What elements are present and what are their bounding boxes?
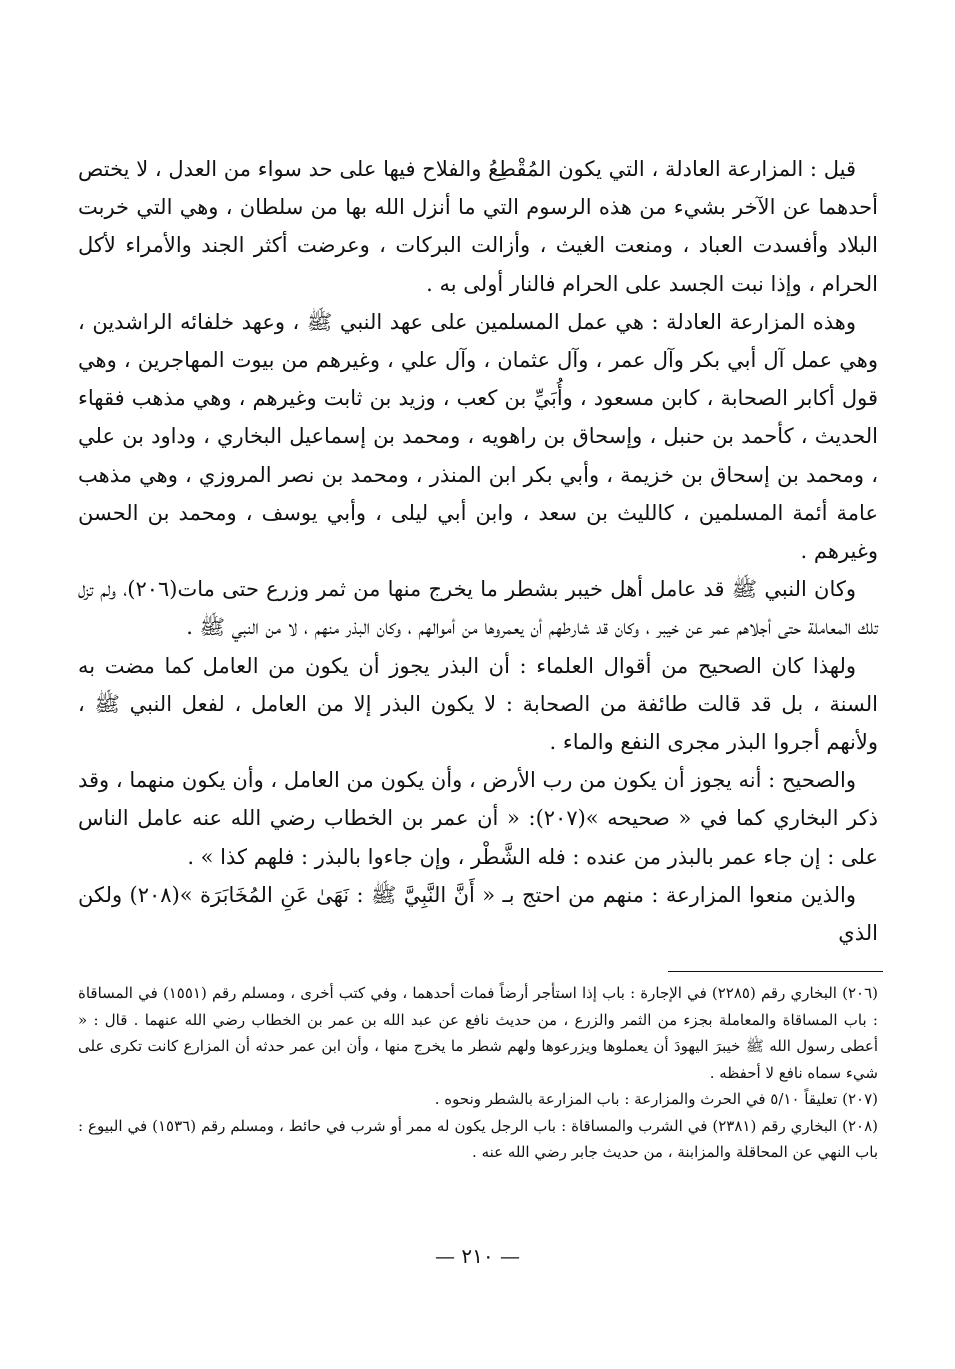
main-text <box>78 150 878 952</box>
footnote: (٢٠٧) تعليقاً ٥/١٠ في الحرث والمزارعة : باب المزارعة بالشطر ونحوه . <box>434 1090 878 1108</box>
paragraph: والذين منعوا المزارعة : منهم من احتج بـ « أَنَّ النَّبِيَّ ﷺ : نَهَىٰ عَنِ المُخَابَرَة »(٢٠٨) ولكن الذي <box>78 882 878 946</box>
footnotes <box>78 980 878 1166</box>
paragraph: وكان النبي ﷺ قد عامل أهل خيبر بشطر ما يخرج منها من ثمر وزرع حتى مات(٢٠٦)، ولم تزل تلك المعاملة حتى أجلاهم عمر عن خيبر ، وكان قد شارطهم أن يعمروها من أموالهم ، وكان البذر منهم ، لا من النبي ﷺ . <box>78 577 878 640</box>
footnote: (٢٠٦) البخاري رقم (٢٢٨٥) في الإجارة : باب إذا استأجر أرضاً فمات أحدهما ، وفي كتب أخرى ، ومسلم رقم (١٥٥١) في المساقاة : باب المساقاة والمعاملة بجزء من الثمر والزرع ، من حديث نافع عن عبد الله بن عمر بن الخطاب رضي الله عنهما . قال : « أعطى رسول الله ﷺ خيبرَ اليهودَ أن يعملوها ويزرعوها ولهم شطر ما يخرج منها ، وأن ابن عمر حدثه أن المزارع كانت تكرى على شيء سماه نافع لا أحفظه . <box>78 984 878 1082</box>
page-number: — ٢١٠ — <box>435 1244 520 1268</box>
paragraph: والصحيح : أنه يجوز أن يكون من رب الأرض ، وأن يكون من العامل ، وأن يكون منهما ، وقد ذكر البخاري كما في « صحيحه »(٢٠٧): « أن عمر بن الخطاب رضي الله عنه عامل الناس على : إن جاء عمر بالبذر من عنده : فله الشَّطْر ، وإن جاءوا بالبذر : فلهم كذا » . <box>78 768 878 869</box>
paragraph: وهذه المزارعة العادلة : هي عمل المسلمين على عهد النبي ﷺ ، وعهد خلفائه الراشدين ، وهي عمل آل أبي بكر وآل عمر ، وآل عثمان ، وآل علي ، وغيرهم من بيوت المهاجرين ، وهي قول أكابر الصحابة ، كابن مسعود ، وأُبَيِّ بن كعب ، وزيد بن ثابت وغيرهم ، وهي مذهب فقهاء الحديث ، كأحمد بن حنبل ، وإسحاق بن راهويه ، ومحمد بن إسماعيل البخاري ، وداود بن علي ، ومحمد بن إسحاق بن خزيمة ، وأبي بكر ابن المنذر ، ومحمد بن نصر المروزي ، وهي مذهب عامة أئمة المسلمين ، كالليث بن سعد ، وابن أبي ليلى ، وأبي يوسف ، ومحمد بن الحسن وغيرهم . <box>78 309 878 564</box>
paragraph: قيل : المزارعة العادلة ، التي يكون المُقْطِعُ والفلاح فيها على حد سواء من العدل ، لا يختص أحدهما عن الآخر بشيء من هذه الرسوم التي ما أنزل الله بها من سلطان ، وهي التي خربت البلاد وأفسدت العباد ، ومنعت الغيث ، وأزالت البركات ، وعرضت أكثر الجند والأمراء لأكل الحرام ، وإذا نبت الجسد على الحرام فالنار أولى به . <box>78 157 878 296</box>
paragraph: ولهذا كان الصحيح من أقوال العلماء : أن البذر يجوز أن يكون من العامل كما مضت به السنة ، بل قد قالت طائفة من الصحابة : لا يكون البذر إلا من العامل ، لفعل النبي ﷺ ، ولأنهم أجروا البذر مجرى النفع والماء . <box>78 653 878 755</box>
footnote: (٢٠٨) البخاري رقم (٢٣٨١) في الشرب والمساقاة : باب الرجل يكون له ممر أو شرب في حائط ، ومسلم رقم (١٥٣٦) في البيوع : باب النهي عن المحاقلة والمزابنة ، من حديث جابر رضي الله عنه . <box>78 1116 878 1161</box>
footnote-separator <box>668 971 883 972</box>
